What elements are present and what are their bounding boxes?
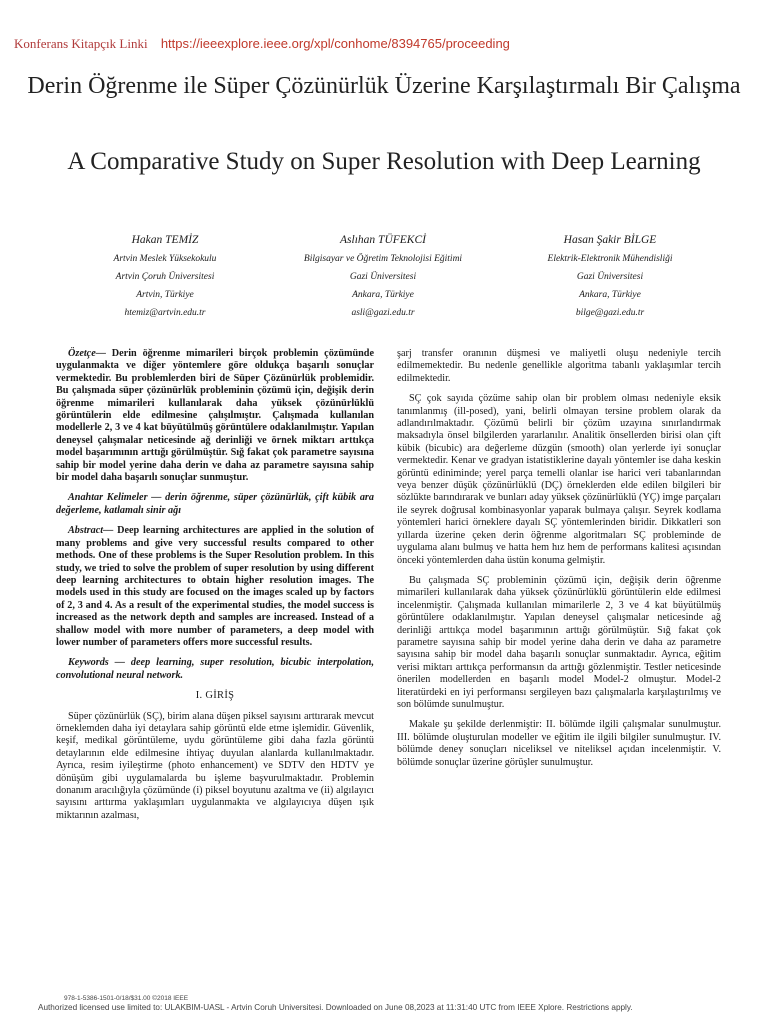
author-institution: Gazi Üniversitesi bbox=[349, 272, 417, 282]
keywords-english bbox=[56, 657, 374, 682]
author-name: Hasan Şakir BİLGE bbox=[563, 234, 657, 246]
author-email: bilge@gazi.edu.tr bbox=[575, 308, 645, 318]
author-affiliation: Elektrik-Elektronik Mühendisliği bbox=[547, 254, 673, 264]
author-1 bbox=[70, 232, 260, 322]
author-city: Ankara, Türkiye bbox=[579, 290, 641, 300]
body-paragraph-4: Makale şu şekilde derlenmiştir: II. bölümde ilgili çalışmalar sunulmuştur. III. bölümde oluşturulan modeller ve eğitim ile ilgili bilgiler sunulmuştur. IV. bölümde deney sonuçları niceliksel ve niteliksel açıdan incelenmiştir. V. bölümde sonuçlar üzerine görüşler sunulmuştur. bbox=[397, 719, 721, 768]
author-3 bbox=[505, 232, 715, 322]
intro-paragraph: Süper çözünürlük (SÇ), birim alana düşen piksel sayısını arttırarak mevcut örneklemden daha iyi detaylara sahip görüntü elde etme işlemidir. Güvenlik, keşif, medikal görüntüleme, uydu görüntüleme gibi daha fazla görüntü detaylarının elde edilmesine ihtiyaç duyulan alanlarda kullanılmaktadır. Ayrıca, resim iyileştirme (photo enhancement) ve SDTV den HDTV ye dönüşüm gibi uygulamalarda bu işleme başvurulmaktadır. Problemin donanım aracılığıyla çözümünde (i) piksel boyutunu azaltma ve (ii) algılayıcı sayısını arttırma yaklaşımları uygulanmakta ve algılayıcıya düşen ışık miktarının azalması, bbox=[56, 710, 374, 821]
keywords-turkish-text: derin öğrenme, süper çözünürlük, çift kübik ara değerleme, katlamalı sinir ağı bbox=[56, 492, 374, 516]
author-city: Artvin, Türkiye bbox=[136, 290, 194, 300]
abstract-turkish-lead: Özetçe— bbox=[68, 348, 106, 359]
author-institution: Artvin Çoruh Üniversitesi bbox=[115, 272, 215, 282]
keywords-turkish bbox=[56, 492, 374, 517]
abstract-turkish bbox=[56, 348, 374, 484]
copyright-line: 978-1-5386-1501-0/18/$31.00 ©2018 IEEE bbox=[64, 995, 189, 1002]
page-footer bbox=[38, 994, 633, 1012]
keywords-english-text: deep learning, super resolution, bicubic interpolation, convolutional neural network. bbox=[56, 657, 374, 681]
license-line: Authorized licensed use limited to: ULAKBIM-UASL - Artvin Coruh Universitesi. Downloaded on June 08,2023 at 11:31:40 UTC from IEEE Xplore. Restrictions apply. bbox=[38, 1003, 633, 1012]
title-turkish: Derin Öğrenme ile Süper Çözünürlük Üzerine Karşılaştırmalı Bir Çalışma bbox=[27, 73, 741, 99]
author-affiliation: Artvin Meslek Yüksekokulu bbox=[113, 254, 217, 264]
author-email: htemiz@artvin.edu.tr bbox=[124, 308, 206, 318]
left-column bbox=[56, 348, 374, 830]
conference-link-bar bbox=[14, 36, 510, 52]
author-email: asli@gazi.edu.tr bbox=[351, 308, 415, 318]
author-institution: Gazi Üniversitesi bbox=[576, 272, 644, 282]
author-2 bbox=[268, 232, 498, 322]
conference-link-label: Konferans Kitapçık Linki bbox=[14, 36, 148, 51]
body-paragraph-3: Bu çalışmada SÇ probleminin çözümü için, değişik derin öğrenme mimarileri kullanılarak daha yüksek çözünürlüklü görüntülerin elde edilmesi incelenmiştir. Çalışmada kullanılan mimarilerle 2, 3 ve 4 kat büyütülmüş görüntülere odaklanılmıştır. Yapılan deneysel çalışmalar neticesinde ağ derinliği arttıkça model başarımının arttığı görülmüştür. Sığ fakat çok parametre sayısına sahip bir model yerine daha derin ve daha az parametre sayısına sahip bir model daha başarılı sonuçlar sunmaktadır. Ayrıca, eğitim verisi miktarı arttıkça performansın da arttığı gözlenmiştir. Testler neticesinde önerilen modellerden en başarılı model Model-2 olmuştur. Model-2 literatürdeki en iyi performansı sergileyen bazı çalışmalarla karşılaştırılmış ve son bölümde sunulmuştur. bbox=[397, 574, 721, 710]
abstract-turkish-text: Derin öğrenme mimarileri birçok problemin çözümünde uygulanmakta ve diğer yöntemlere göre oldukça başarılı sonuçlar vermektedir. Bu problemlerden biri de Süper Çözünürlük problemidir. Bu çalışmada süper çözünürlük probleminin çözümü için, değişik derin öğrenme mimarileri kullanılarak daha yüksek çözünürlüklü görüntülerin elde edilmesine çalışılmıştır. Çalışmada kullanılan modellerle 2, 3 ve 4 kat büyütülmüş görüntülere odaklanılmıştır. Yapılan deneysel çalışmalar neticesinde ağ derinliği ve örnek miktarı arttıkça model başarımının arttığı görülmüştür. Sığ fakat çok parametre sayısına sahip bir model yerine daha derin ve daha az parametre sayısına sahip bir model daha başarılı sonuçlar sunmuştur. bbox=[56, 348, 374, 484]
author-affiliation: Bilgisayar ve Öğretim Teknolojisi Eğitimi bbox=[303, 254, 463, 264]
abstract-english bbox=[56, 525, 374, 649]
keywords-turkish-lead: Anahtar Kelimeler — bbox=[68, 492, 162, 504]
author-name: Aslıhan TÜFEKCİ bbox=[340, 234, 426, 246]
abstract-english-text: Deep learning architectures are applied in the solution of many problems and give very successful results compared to other methods. One of these problems is the Super Resolution problem. In this study, we tried to solve the problem of super resolution by using different deep learning architectures to obtain higher resolution images. The models used in this study are focused on the images scaled up by factors of 2, 3 and 4. As a result of the experimental studies, the model success is increased as the network depth and samples are increased. Instead of a shallow model with more number of parameters, a deep model with lower number of parameters offers more successful results. bbox=[56, 525, 374, 648]
body-paragraph-2: SÇ çok sayıda çözüme sahip olan bir problem olması nedeniyle eksik tanımlanmış (ill-posed), yani, belirli olmayan tersine problem olarak da adlandırılmaktadır. Çözümü belirli bir çözüm uzayına sınırlandırmak maksadıyla önsel bilgilerden yararlanılır. Analitik önsellerden birisi olan çift kübik (bicubic) ara değerleme düzgün (smooth) olan yerlerde iyi sonuçlar vermektedir. Kenar ve gradyan istatistiklerine dayalı yöntemler ise daha keskin görüntü ediniminde; yerel parça temelli olanlar ise harici veri tabanlarından veya benzer düşük çözünürlüklü (DÇ) örneklerden elde edilen bilgileri bir sözlükte barındırarak ve bunları aday yüksek çözünürlüklü (YÇ) imge parçaları ile seyrek doğrusal kombinasyonlar yaparak bulmaya çalışır. Seyrek kodlama yöntemleri harici örneklere dayalı SÇ yöntemlerinden biridir. Dikkatleri son yıllarda üzerine çeken derin öğrenme algoritmaları SÇ probleminde de uygulama alanı bulmuş ve hatta hem hız hem de performans kalitesi açısından önceki yöntemlerden daha üstün konuma gelmiştir. bbox=[397, 393, 721, 566]
right-column bbox=[397, 348, 721, 777]
keywords-english-lead: Keywords — bbox=[68, 657, 125, 669]
author-name: Hakan TEMİZ bbox=[131, 234, 199, 246]
abstract-english-lead: Abstract— bbox=[68, 525, 114, 537]
author-city: Ankara, Türkiye bbox=[352, 290, 414, 300]
conference-link-url[interactable]: https://ieeexplore.ieee.org/xpl/conhome/8394765/proceeding bbox=[160, 36, 510, 51]
title-english: A Comparative Study on Super Resolution with Deep Learning bbox=[67, 148, 701, 175]
body-paragraph-1: şarj transfer oranının düşmesi ve maliyetli oluşu nedeniyle tercih edilmemektedir. Bu nedenle genellikle algoritma tabanlı yaklaşımlar tercih edilmektedir. bbox=[397, 348, 721, 384]
section-heading-introduction: I. GİRİŞ bbox=[195, 690, 235, 702]
